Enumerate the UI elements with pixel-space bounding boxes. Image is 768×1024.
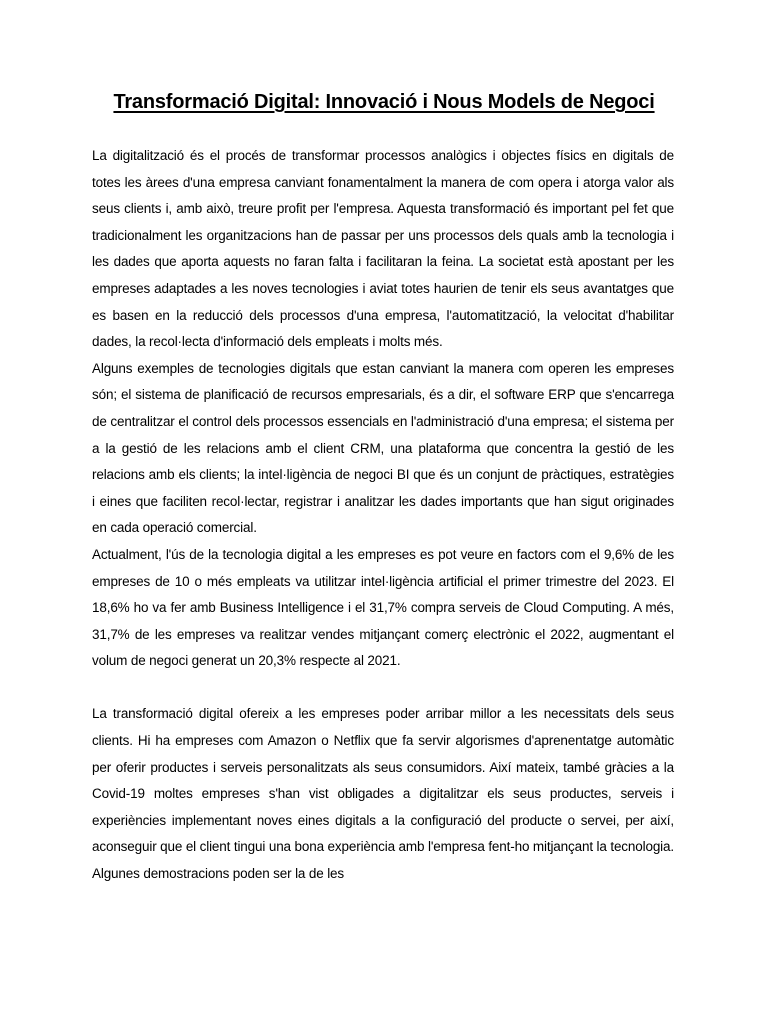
document-title: Transformació Digital: Innovació i Nous Models de Negoci — [113, 91, 655, 113]
document-body — [92, 143, 674, 888]
paragraph-digitalitzacio: La digitalització és el procés de transformar processos analògics i objectes físics en digitals de totes les àrees d'una empresa canviant fonamentalment la manera de com opera i atorga valor als seus clients i, amb això, treure profit per l'empresa. Aquesta transformació és important pel fet que tradicionalment les organitzacions han de passar per uns processos dels quals amb la tecnologia i les dades que aporta aquests no faran falta i facilitaran la feina. La societat està apostant per les empreses adaptades a les noves tecnologies i aviat totes haurien de tenir els seus avantatges que es basen en la reducció dels processos d'una empresa, l'automatització, la velocitat d'habilitar dades, la recol·lecta d'informació dels empleats i molts més. — [92, 148, 674, 350]
paragraph-estadistiques: Actualment, l'ús de la tecnologia digital a les empreses es pot veure en factors com el 9,6% de les empreses de 10 o més empleats va utilitzar intel·ligència artificial el primer trimestre del 2023. El 18,6% ho va fer amb Business Intelligence i el 31,7% compra serveis de Cloud Computing. A més, 31,7% de les empreses va realitzar vendes mitjançant comerç electrònic el 2022, augmentant el volum de negoci generat un 20,3% respecte al 2021. — [92, 546, 674, 669]
paragraph-exemples-tecnologies: Alguns exemples de tecnologies digitals que estan canviant la manera com operen les empreses són; el sistema de planificació de recursos empresarials, és a dir, el software ERP que s'encarrega de centralitzar el control dels processos essencials en l'administració d'una empresa; el sistema per a la gestió de les relacions amb el client CRM, una plataforma que concentra la gestió de les relacions amb els clients; la intel·ligència de negoci BI que és un conjunt de pràctiques, estratègies i eines que faciliten recol·lectar, registrar i analitzar les dades importants que han sigut originades en cada operació comercial. — [92, 360, 674, 536]
paragraph-clients: La transformació digital ofereix a les empreses poder arribar millor a les necessitats dels seus clients. Hi ha empreses com Amazon o Netflix que fa servir algorismes d'aprenentatge automàtic per oferir productes i serveis personalitzats als seus consumidors. Així mateix, també gràcies a la Covid-19 moltes empreses s'han vist obligades a digitalitzar els seus productes, serveis i experiències implementant noves eines digitals a la configuració del producte o servei, per així, aconseguir que el client tingui una bona experiència amb l'empresa fent-ho mitjançant la tecnologia. Algunes demostracions poden ser la de les — [92, 706, 674, 882]
